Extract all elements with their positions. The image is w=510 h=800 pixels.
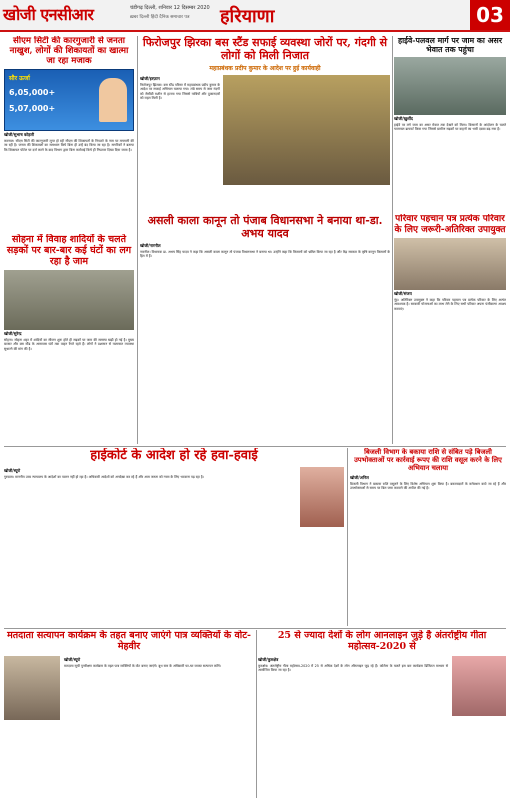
section-rule	[4, 446, 506, 447]
ad-line2: 6,05,000+	[9, 88, 56, 97]
section-rule	[4, 628, 506, 629]
story-highcourt-orders	[4, 448, 344, 626]
byline: खोजी/अनिल	[350, 475, 369, 480]
section-title: हरियाणा	[220, 6, 275, 27]
woman-portrait	[300, 467, 344, 527]
story-bijli-bakaya	[350, 448, 506, 626]
byline: खोजी/ख़ुर्शीद	[394, 116, 413, 121]
speaker-photo	[452, 656, 506, 716]
ad-line3: 5,07,000+	[9, 104, 56, 113]
solar-ad	[4, 69, 134, 131]
story-sohna-jam	[4, 234, 134, 444]
headline: फिरोजपुर झिरका बस स्टैंड सफाई व्यवस्था जोरों पर, गंदगी से लोगों को मिली निजात	[142, 36, 388, 62]
headline: हाईकोर्ट के आदेश हो रहे हवा-हवाई	[90, 448, 258, 463]
page-number: 03	[470, 0, 510, 30]
byline: खोजी/नारनौल	[140, 243, 161, 248]
web-line: ख़बर दिल्ली हिंदी दैनिक समाचार पत्र	[130, 15, 190, 20]
headline: असली काला कानून तो पंजाब विधानसभा ने बनाया था-डा. अभय यादव	[147, 214, 383, 240]
byline: खोजी/सुभाष कोहली	[4, 132, 35, 137]
story-matdata-satyapan	[4, 630, 254, 798]
column-rule	[256, 630, 257, 798]
body-text: हाईवे पर लगे जाम का असर मेवात तक देखने को मिला। किसानों के आंदोलन के चलते यातायात डायवर्ट किया गया जिससे ग्रामीण सड़कों पर वाहनों का भारी दबाव बढ़ गया है।	[394, 123, 506, 132]
official-photo	[394, 238, 506, 290]
ad-line1: सौर ऊर्जा	[9, 75, 30, 82]
body-text: गुरुग्राम। माननीय उच्च न्यायालय के आदेशों का पालन नहीं हो रहा है। अधिकारी आदेशों को अनदेखा कर रहे हैं और आम जनता को न्याय के लिए भटकना पड़ रहा है।	[4, 475, 204, 479]
byline: खोजी/संजय	[394, 291, 412, 296]
story-abhay-yadav	[140, 214, 390, 444]
headline: सोहना में विवाह शादियों के चलते सड़कों पर बार-बार कई घंटों का लग रहा है जाम	[6, 234, 132, 267]
column-rule	[392, 36, 393, 444]
byline: खोजी/ब्यूरो	[64, 657, 81, 662]
byline: खोजी/सुरेन्द्र	[4, 331, 22, 336]
body-text: कुरुक्षेत्र। अंतर्राष्ट्रीय गीता महोत्सव-2020 में 25 से अधिक देशों के लोग ऑनलाइन जुड़ रहे हैं। कोरोना के चलते इस बार कार्यक्रम डिजिटल माध्यम से आयोजित किया जा रहा है।	[258, 664, 448, 673]
portrait-image	[99, 78, 127, 122]
body-text: नूंह। अतिरिक्त उपायुक्त ने कहा कि परिवार पहचान पत्र प्रत्येक परिवार के लिए अत्यंत आवश्यक है। सरकारी योजनाओं का लाभ लेने के लिए सभी परिवार अपना पंजीकरण अवश्य करवाएं।	[394, 298, 506, 311]
story-parivar-pehchan	[394, 214, 506, 444]
body-text: करनाल। सीएम सिटी की कारगुजारी लुप्त हो रही सीएम की शिकायतों के निपटारे के नाम पर मनमानी की जा रही है। जनता की शिकायतों का समाधान किये बिना ही उन्हें बंद किया जा रहा है। नागरिकों ने बताया कि शिकायत पोर्टल पर दर्ज करने के बाद विभाग द्वारा बिना कार्रवाई किये ही निपटारा दिखा दिया जाता है।	[4, 139, 134, 152]
masthead: खोजी एनसीआर	[3, 5, 94, 24]
page-header	[0, 0, 510, 32]
body-text: नारनौल। विधायक डा. अभय सिंह यादव ने कहा कि असली काला कानून तो पंजाब विधानसभा ने बनाया था। उन्होंने कहा कि किसानों को भ्रमित किया जा रहा है और केंद्र सरकार के कृषि कानून किसानों के हित में हैं।	[140, 250, 390, 259]
headline: बिजली विभाग के बकाया राशि से संबित पड़े बिजली उपभोक्ताओं पर कार्रवाई रूपए की राशि वसूल करने के लिए अभियान चलाया	[354, 448, 502, 472]
jcb-photo	[223, 75, 390, 185]
story-cm-city	[4, 36, 134, 231]
body-text: मतदाता सूची पुनरीक्षण कार्यक्रम के तहत पात्र व्यक्तियों के वोट बनाए जाएंगे। बूथ स्तर के अधिकारी घर-घर जाकर सत्यापन करेंगे।	[64, 664, 222, 668]
body-text: सोहना। सोहना शहर में शादियों का सीजन शुरू होते ही सड़कों पर जाम की समस्या खड़ी हो गई है। मुख्य बाजार और बस स्टैंड के आसपास घंटों तक वाहन रेंगते रहते हैं। लोगों ने प्रशासन से यातायात व्यवस्था सुधारने की मांग की है।	[4, 338, 134, 351]
headline: हाईवे-पलवल मार्ग पर जाम का असर भेवात तक पहुंचा	[397, 36, 503, 54]
byline: खोजी/इरफ़ान	[140, 76, 160, 81]
headline: सीएम सिटी की कारगुजारी से जनता नाखुश, लोगों की शिकायतों का खात्मा जा रहा मजाक	[9, 36, 129, 66]
column-rule	[347, 448, 348, 626]
jam-photo	[394, 57, 506, 115]
traffic-photo	[4, 270, 134, 330]
dateline: चंडीगढ़ दिल्ली, शनिवार 12 दिसम्बर 2020	[130, 5, 210, 11]
body-text: बिजली विभाग ने बकाया राशि वसूलने के लिए विशेष अभियान शुरू किया है। बकायादारों के कनेक्शन काटे जा रहे हैं और उपभोक्ताओं से समय पर बिल जमा करवाने की अपील की गई है।	[350, 482, 506, 491]
headline: मतदाता सत्यापन कार्यक्रम के तहत बनाए जाएंगे पात्र व्यक्तियों के वोट-मेहवीर	[7, 630, 251, 652]
byline: खोजी/ब्यूरो	[4, 468, 21, 473]
story-palwal-jam	[394, 36, 506, 206]
column-rule	[137, 36, 138, 444]
story-gita-mahotsav	[258, 630, 506, 798]
headline: 25 से ज्यादा देशों के लोग आनलाइन जुड़े है अंतर्राष्ट्रीय गीता महोत्सव-2020 से	[277, 630, 487, 652]
body-text: फिरोजपुर झिरका। बस स्टैंड परिसर में महाप्रबंधक प्रदीप कुमार के आदेश पर सफाई अभियान चलाया गया। लंबे समय से जमा गंदगी को जेसीबी मशीन से हटाया गया जिससे यात्रियों और दुकानदारों को राहत मिली है।	[140, 83, 220, 101]
headline: परिवार पहचान पत्र प्रत्येक परिवार के लिए जरूरी-अतिरिक्त उपायुक्त	[394, 214, 506, 235]
story-ferozepur-busstand	[140, 36, 390, 211]
meeting-photo	[4, 656, 60, 720]
subheadline: महाप्रबंधक प्रदीप कुमार के आदेश पर हुई कार्यवाही	[209, 65, 321, 72]
byline: खोजी/कुरुक्षेत्र	[258, 657, 279, 662]
